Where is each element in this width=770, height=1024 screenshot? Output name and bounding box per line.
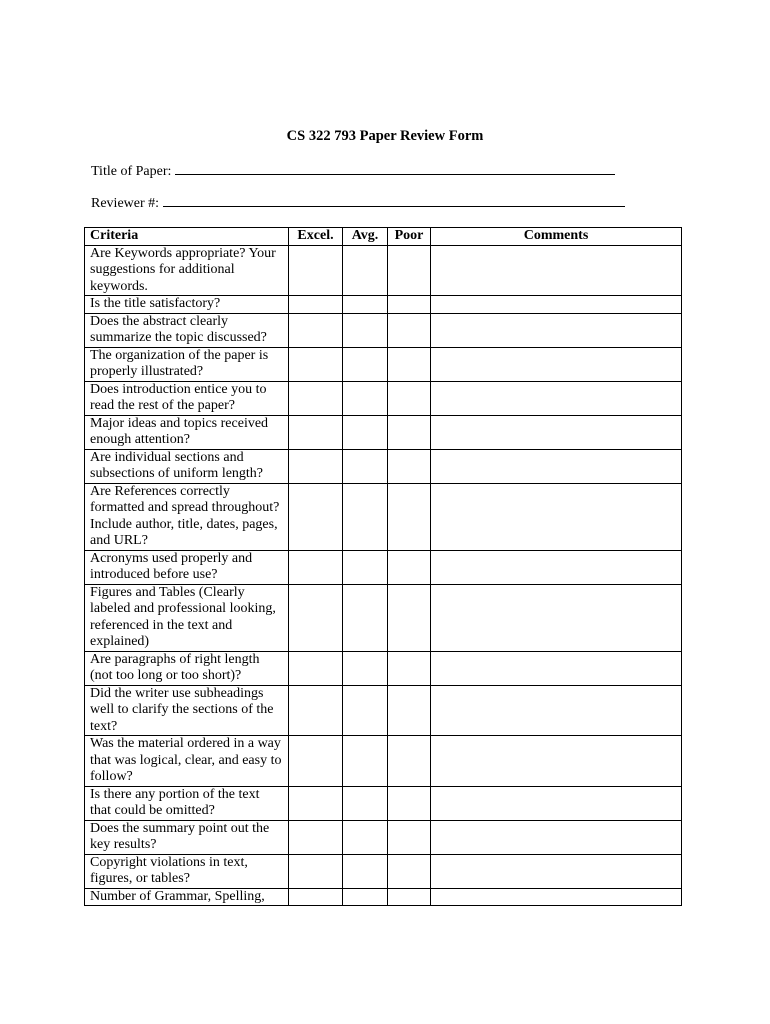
poor-cell[interactable] <box>388 313 431 347</box>
table-row <box>85 685 682 736</box>
criteria-cell: Is there any portion of the text that could be omitted? <box>85 786 289 820</box>
table-row <box>85 584 682 651</box>
excel-cell[interactable] <box>289 888 343 906</box>
title-of-paper-field <box>91 162 615 180</box>
comments-header: Comments <box>431 228 682 246</box>
criteria-cell: Are References correctly formatted and spread throughout? Include author, title, dates, pages, and URL? <box>85 483 289 550</box>
poor-header: Poor <box>388 228 431 246</box>
excel-cell[interactable] <box>289 415 343 449</box>
table-row <box>85 347 682 381</box>
comments-cell[interactable] <box>431 854 682 888</box>
poor-cell[interactable] <box>388 483 431 550</box>
reviewer-field <box>91 194 625 212</box>
table-row <box>85 296 682 314</box>
criteria-cell: Did the writer use subheadings well to clarify the sections of the text? <box>85 685 289 736</box>
table-row <box>85 651 682 685</box>
avg-cell[interactable] <box>343 854 388 888</box>
avg-cell[interactable] <box>343 296 388 314</box>
comments-cell[interactable] <box>431 449 682 483</box>
poor-cell[interactable] <box>388 786 431 820</box>
table-row <box>85 786 682 820</box>
comments-cell[interactable] <box>431 296 682 314</box>
comments-cell[interactable] <box>431 483 682 550</box>
excel-cell[interactable] <box>289 651 343 685</box>
excel-header: Excel. <box>289 228 343 246</box>
criteria-cell: Are paragraphs of right length (not too long or too short)? <box>85 651 289 685</box>
poor-cell[interactable] <box>388 347 431 381</box>
criteria-cell: Figures and Tables (Clearly labeled and professional looking, referenced in the text and explained) <box>85 584 289 651</box>
poor-cell[interactable] <box>388 651 431 685</box>
comments-cell[interactable] <box>431 584 682 651</box>
avg-header: Avg. <box>343 228 388 246</box>
form-title: CS 322 793 Paper Review Form <box>286 128 484 144</box>
criteria-cell: Does introduction entice you to read the rest of the paper? <box>85 381 289 415</box>
criteria-cell: Copyright violations in text, figures, or tables? <box>85 854 289 888</box>
avg-cell[interactable] <box>343 888 388 906</box>
title-of-paper-blank[interactable] <box>175 162 615 175</box>
excel-cell[interactable] <box>289 296 343 314</box>
poor-cell[interactable] <box>388 820 431 854</box>
criteria-cell: Number of Grammar, Spelling, <box>85 888 289 906</box>
avg-cell[interactable] <box>343 736 388 787</box>
poor-cell[interactable] <box>388 685 431 736</box>
avg-cell[interactable] <box>343 685 388 736</box>
comments-cell[interactable] <box>431 736 682 787</box>
poor-cell[interactable] <box>388 415 431 449</box>
poor-cell[interactable] <box>388 449 431 483</box>
comments-cell[interactable] <box>431 381 682 415</box>
criteria-header: Criteria <box>85 228 289 246</box>
criteria-cell: Does the abstract clearly summarize the topic discussed? <box>85 313 289 347</box>
excel-cell[interactable] <box>289 347 343 381</box>
table-row <box>85 854 682 888</box>
avg-cell[interactable] <box>343 415 388 449</box>
excel-cell[interactable] <box>289 449 343 483</box>
criteria-cell: Are Keywords appropriate? Your suggestions for additional keywords. <box>85 245 289 296</box>
comments-cell[interactable] <box>431 347 682 381</box>
criteria-cell: Acronyms used properly and introduced before use? <box>85 550 289 584</box>
avg-cell[interactable] <box>343 651 388 685</box>
reviewer-label: Reviewer #: <box>91 196 160 211</box>
excel-cell[interactable] <box>289 786 343 820</box>
criteria-cell: Major ideas and topics received enough attention? <box>85 415 289 449</box>
excel-cell[interactable] <box>289 381 343 415</box>
comments-cell[interactable] <box>431 415 682 449</box>
avg-cell[interactable] <box>343 245 388 296</box>
criteria-cell: Does the summary point out the key results? <box>85 820 289 854</box>
poor-cell[interactable] <box>388 296 431 314</box>
table-row <box>85 736 682 787</box>
comments-cell[interactable] <box>431 685 682 736</box>
poor-cell[interactable] <box>388 550 431 584</box>
criteria-cell: Is the title satisfactory? <box>85 296 289 314</box>
criteria-cell: The organization of the paper is properly illustrated? <box>85 347 289 381</box>
avg-cell[interactable] <box>343 483 388 550</box>
avg-cell[interactable] <box>343 449 388 483</box>
table-row <box>85 820 682 854</box>
criteria-cell: Was the material ordered in a way that was logical, clear, and easy to follow? <box>85 736 289 787</box>
poor-cell[interactable] <box>388 854 431 888</box>
comments-cell[interactable] <box>431 820 682 854</box>
excel-cell[interactable] <box>289 550 343 584</box>
comments-cell[interactable] <box>431 888 682 906</box>
table-row <box>85 483 682 550</box>
table-row <box>85 415 682 449</box>
avg-cell[interactable] <box>343 381 388 415</box>
comments-cell[interactable] <box>431 651 682 685</box>
poor-cell[interactable] <box>388 381 431 415</box>
poor-cell[interactable] <box>388 736 431 787</box>
reviewer-blank[interactable] <box>163 194 625 207</box>
avg-cell[interactable] <box>343 313 388 347</box>
title-of-paper-label: Title of Paper: <box>91 164 172 179</box>
avg-cell[interactable] <box>343 550 388 584</box>
table-row <box>85 449 682 483</box>
avg-cell[interactable] <box>343 584 388 651</box>
excel-cell[interactable] <box>289 685 343 736</box>
comments-cell[interactable] <box>431 786 682 820</box>
avg-cell[interactable] <box>343 820 388 854</box>
table-row <box>85 313 682 347</box>
criteria-cell: Are individual sections and subsections of uniform length? <box>85 449 289 483</box>
excel-cell[interactable] <box>289 483 343 550</box>
poor-cell[interactable] <box>388 245 431 296</box>
excel-cell[interactable] <box>289 584 343 651</box>
excel-cell[interactable] <box>289 245 343 296</box>
excel-cell[interactable] <box>289 854 343 888</box>
table-row <box>85 381 682 415</box>
poor-cell[interactable] <box>388 584 431 651</box>
comments-cell[interactable] <box>431 550 682 584</box>
table-row <box>85 888 682 906</box>
excel-cell[interactable] <box>289 736 343 787</box>
poor-cell[interactable] <box>388 888 431 906</box>
review-table <box>84 227 682 906</box>
comments-cell[interactable] <box>431 245 682 296</box>
table-row <box>85 245 682 296</box>
comments-cell[interactable] <box>431 313 682 347</box>
header-row <box>85 228 682 246</box>
excel-cell[interactable] <box>289 313 343 347</box>
avg-cell[interactable] <box>343 786 388 820</box>
avg-cell[interactable] <box>343 347 388 381</box>
excel-cell[interactable] <box>289 820 343 854</box>
table-row <box>85 550 682 584</box>
